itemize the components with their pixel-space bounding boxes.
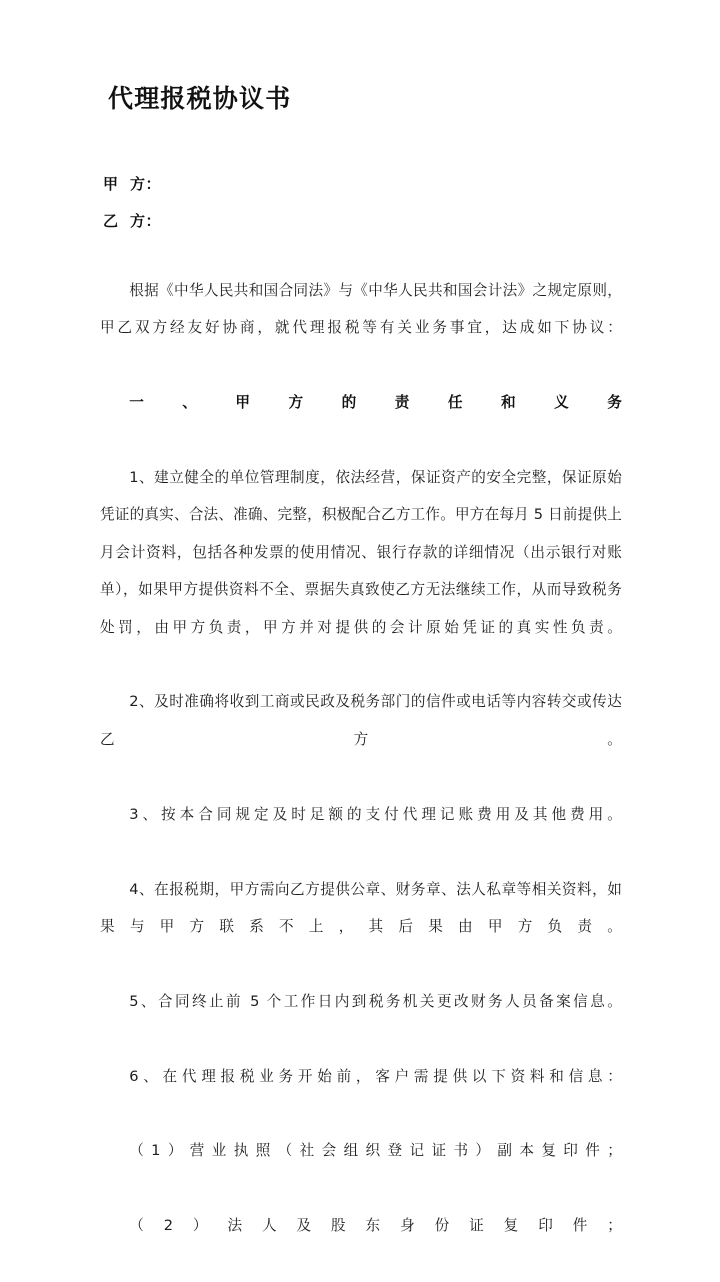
clause-item: 3、按本合同规定及时足额的支付代理记账费用及其他费用。 bbox=[129, 805, 622, 823]
party-label-yifang: 乙 方： bbox=[103, 212, 161, 230]
document-body bbox=[100, 272, 622, 1282]
page-title: 代理报税协议书 bbox=[108, 84, 292, 113]
section-heading-party-a-duties: 一、甲方的责任和义务 bbox=[129, 394, 622, 412]
clause-item: 4、在报税期，甲方需向乙方提供公章、财务章、法人私章等相关资料，如果与甲方联系不上，其后果由甲方负责。 bbox=[100, 880, 622, 935]
clause-item: 1、建立健全的单位管理制度，依法经营，保证资产的安全完整，保证原始凭证的真实、合法、准确、完整，积极配合乙方工作。甲方在每月 5 日前提供上月会计资料，包括各种发票的使用情况、银行存款的详细情况（出示银行对账单），如果甲方提供资料不全、票据失真致使乙方无法继续工作，从而导致税务处罚，由甲方负责，甲方并对提供的会计原始凭证的真实性负责。 bbox=[100, 469, 622, 636]
sub-item: （1）营业执照（社会组织登记证书）副本复印件； bbox=[129, 1142, 622, 1160]
clause-item: 2、及时准确将收到工商或民政及税务部门的信件或电话等内容转交或传达乙方。 bbox=[100, 693, 622, 748]
clause-item: 5、合同终止前 5 个工作日内到税务机关更改财务人员备案信息。 bbox=[129, 992, 622, 1010]
party-label-jiafang: 甲 方： bbox=[103, 175, 161, 193]
clause-item: 6、在代理报税业务开始前，客户需提供以下资料和信息： bbox=[129, 1067, 622, 1085]
preamble-paragraph: 根据《中华人民共和国合同法》与《中华人民共和国会计法》之规定原则，甲乙双方经友好协商，就代理报税等有关业务事宜，达成如下协议： bbox=[100, 282, 622, 337]
party-fields bbox=[103, 166, 503, 240]
sub-item: （2）法人及股东身份证复印件； bbox=[129, 1217, 622, 1235]
